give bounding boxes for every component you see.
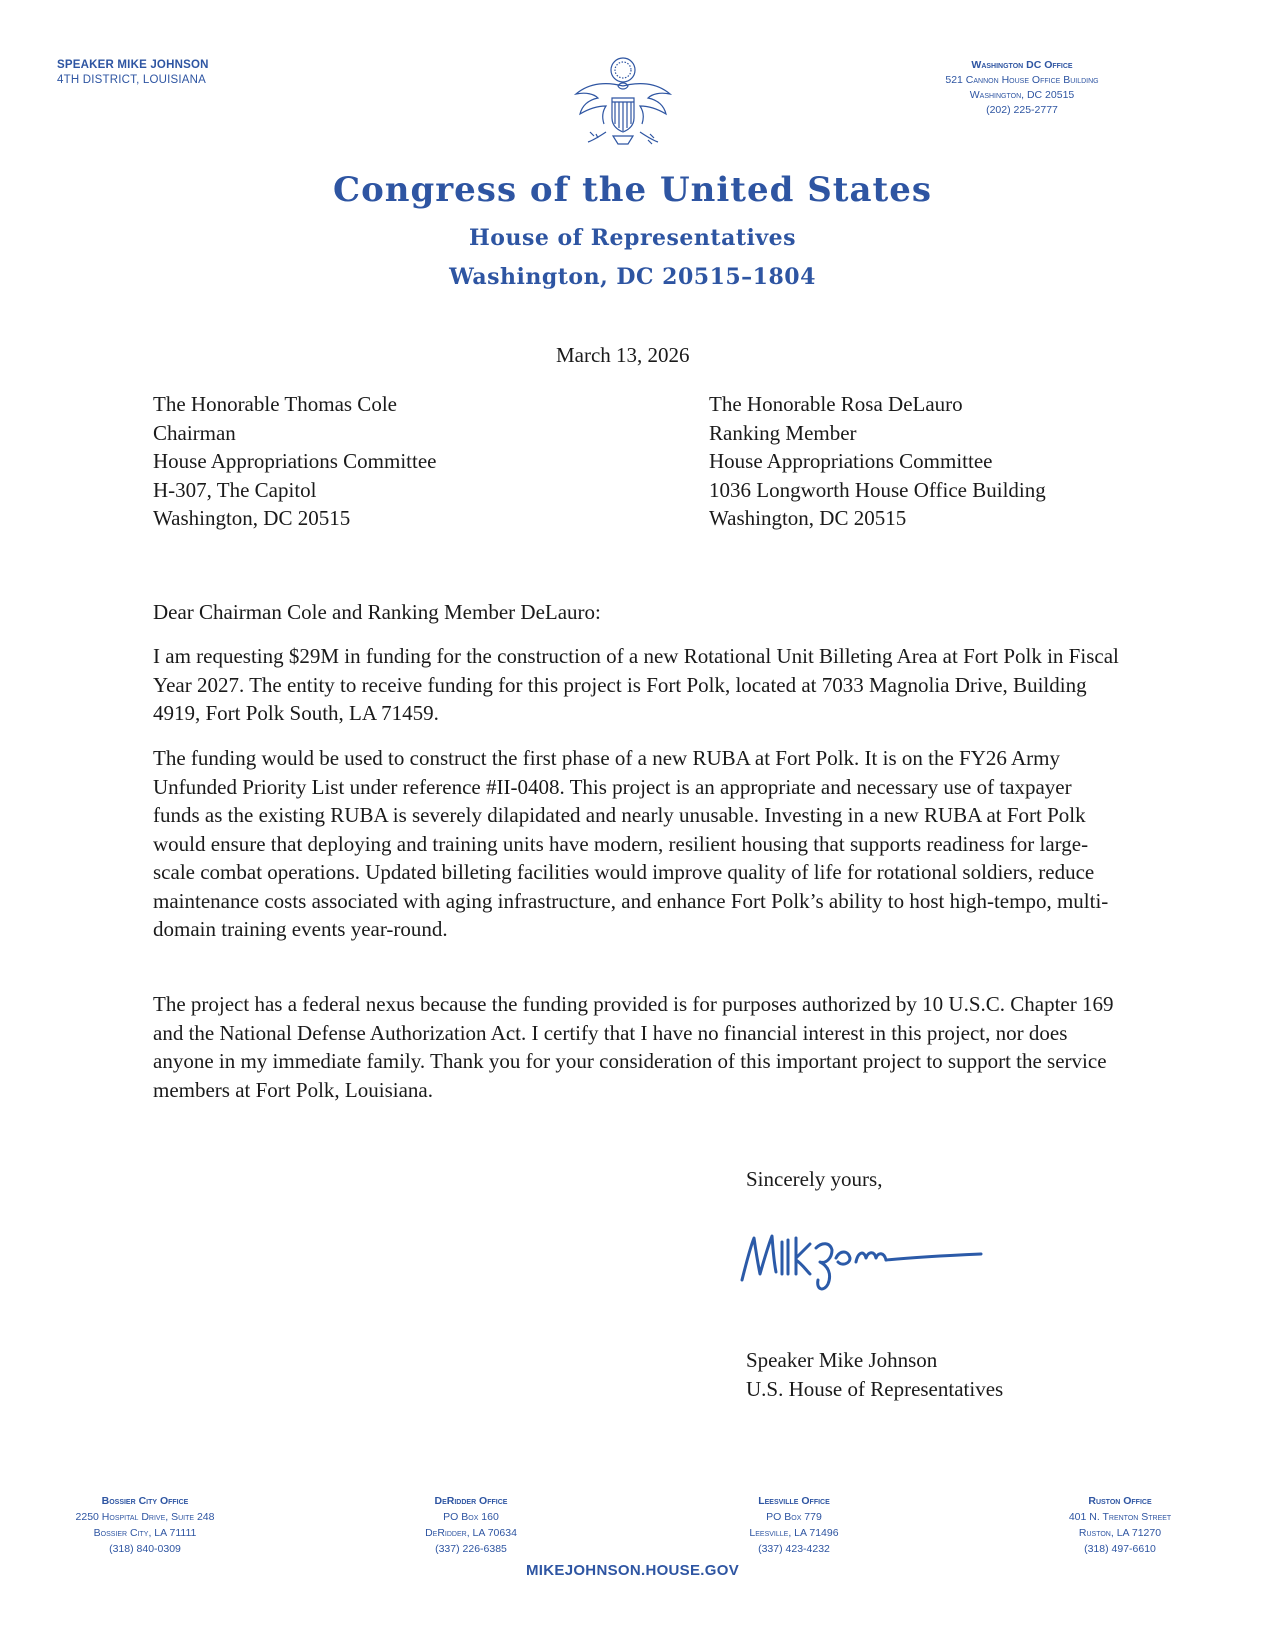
header-address-line2: Washington, DC 20515 [969,89,1075,101]
paragraph-text: The funding would be used to construct the first phase of a new RUBA at Fort Polk. It is on the FY26 Army Unfunded Priority List under reference #II-0408. This project is an appropriate and necessary use of taxpayer funds as the existing RUBA is severely dilapidated and nearly unusable. Investing in a new RUBA at Fort Polk would ensure that deploying and training units have modern, resilient housing that supports readiness for large-scale combat operations. Updated billeting facilities would improve quality of life for rotational soldiers, reduce maintenance costs associated with aging infrastructure, and enhance Fort Polk’s ability to host high-tempo, multi-domain training events year-round. [153,746,1109,941]
paragraph-text: The project has a federal nexus because the funding provided is for purposes authorized by 10 U.S.C. Chapter 169 and the National Defense Authorization Act. I certify that I have no financial interest in this project, nor does anyone in my immediate family. Thank you for your consideration of this important project to support the service members at Fort Polk, Louisiana. [153,992,1114,1102]
header-district: 4TH DISTRICT, LOUISIANA [57,74,207,86]
office-line2: Ruston, LA 71270 [1078,1527,1162,1539]
office-phone: (318) 840-0309 [109,1543,181,1555]
office-name: DeRidder Office [434,1495,508,1507]
recipient-title: Chairman [153,420,236,445]
closing: Sincerely yours, [746,1167,883,1191]
recipient-left [153,390,436,533]
header-phone: (202) 225-2777 [986,104,1058,116]
footer-office-ruston [1020,1493,1220,1557]
recipient-city: Washington, DC 20515 [153,506,351,530]
header-office-name: Washington DC Office [971,59,1073,71]
recipient-city: Washington, DC 20515 [709,506,907,530]
recipient-title: Ranking Member [709,420,857,445]
recipient-address: 1036 Longworth House Office Building [709,477,1046,502]
signatory-title: U.S. House of Representatives [746,1377,1004,1401]
paragraph-text: I am requesting $29M in funding for the construction of a new Rotational Unit Billeting Area at Fort Polk in Fiscal Year 2027. The entity to receive funding for this project is Fort Polk, located at 7033 Magnolia Drive, Building 4919, Fort Polk South, LA 71459. [153,644,1119,725]
signatory-name: Speaker Mike Johnson [746,1348,938,1372]
footer-office-bossier [45,1493,245,1557]
office-phone: (337) 423-4232 [758,1543,830,1555]
recipient-name: The Honorable Thomas Cole [153,392,397,416]
masthead-house: House of Representatives [468,225,797,251]
office-line2: Bossier City, LA 71111 [93,1527,197,1539]
header-right [892,58,1152,118]
paragraph-certification [153,990,1123,1104]
office-phone: (337) 226-6385 [435,1543,507,1555]
recipient-address: H-307, The Capitol [153,477,317,502]
signatory-block [746,1346,1003,1404]
office-line1: 401 N. Trenton Street [1068,1511,1172,1523]
great-seal-eagle-icon [568,56,678,148]
recipient-right [709,390,1046,533]
office-line2: Leesville, LA 71496 [749,1527,839,1539]
footer-office-leesville [694,1493,894,1557]
handwritten-signature [736,1218,986,1298]
salutation: Dear Chairman Cole and Ranking Member DeLauro: [153,600,601,624]
recipient-committee: House Appropriations Committee [709,449,993,473]
letter-date: March 13, 2026 [556,343,690,367]
office-line2: DeRidder, LA 70634 [425,1527,517,1539]
office-name: Bossier City Office [101,1495,189,1507]
header-left [57,58,209,88]
header-speaker-name: SPEAKER MIKE JOHNSON [57,59,209,71]
recipient-committee: House Appropriations Committee [153,449,437,473]
paragraph-justification [153,744,1123,944]
office-line1: PO Box 160 [443,1511,499,1523]
paragraph-request [153,642,1123,728]
header-address-line1: 521 Cannon House Office Building [945,74,1099,86]
website-link[interactable]: MIKEJOHNSON.HOUSE.GOV [526,1562,739,1579]
masthead-address: Washington, DC 20515–1804 [449,264,816,290]
recipient-name: The Honorable Rosa DeLauro [709,392,963,416]
office-name: Ruston Office [1088,1495,1152,1507]
office-line1: PO Box 779 [766,1511,822,1523]
office-line1: 2250 Hospital Drive, Suite 248 [75,1511,215,1523]
masthead-congress: Congress of the United States [333,170,932,210]
office-name: Leesville Office [758,1495,830,1507]
office-phone: (318) 497-6610 [1084,1543,1156,1555]
footer-office-deridder [371,1493,571,1557]
